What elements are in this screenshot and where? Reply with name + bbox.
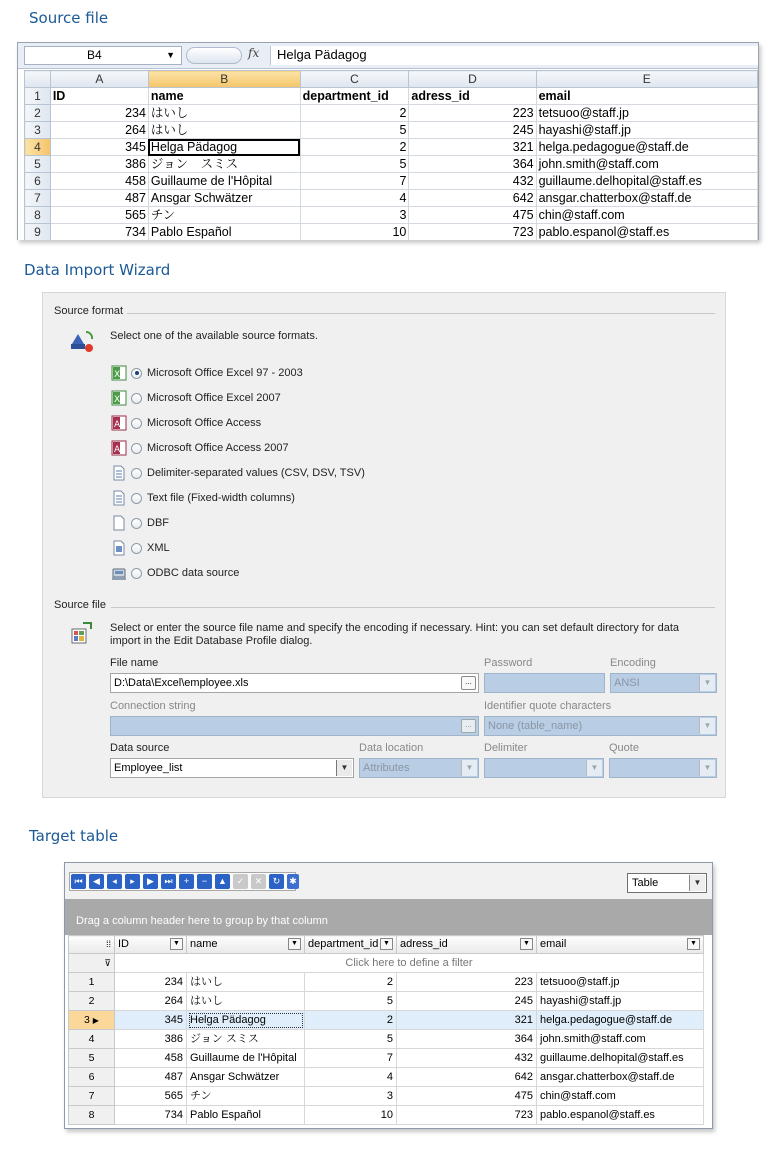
data-location-select[interactable] [359,758,479,778]
format-option-csv[interactable] [111,464,365,482]
cell[interactable]: ジョン スミス [148,156,300,173]
cell[interactable]: 5 [305,1030,397,1049]
cell[interactable]: hayashi@staff.jp [537,992,704,1011]
target-grid [68,935,704,1125]
chevron-down-icon[interactable]: ▼ [699,760,715,776]
cell[interactable]: 10 [300,224,409,241]
cell[interactable]: 364 [409,156,536,173]
format-label: Delimiter-separated values (CSV, DSV, TSV) [147,467,365,479]
text-file-icon [111,465,127,481]
source-format-group-label: Source format [54,305,124,317]
access-icon [111,440,127,456]
cell[interactable]: はいし [187,992,305,1011]
target-table-window [64,862,713,1129]
source-file-icon [69,621,95,647]
blank-file-icon [111,515,127,531]
insert-record-icon[interactable]: + [179,874,194,889]
source-file-group-label: Source file [54,599,106,611]
excel-icon [111,390,127,406]
wizard-heading: Data Import Wizard [24,261,171,279]
row-number[interactable]: 6 [69,1068,115,1087]
cell[interactable]: 5 [300,156,409,173]
access-icon [111,415,127,431]
row-header[interactable]: 8 [25,207,51,224]
data-source-label: Data source [110,742,170,754]
column-header-d[interactable]: D [409,71,536,88]
first-record-icon[interactable]: ⏮ [71,874,86,889]
encoding-value: ANSI [614,677,640,689]
radio-xml[interactable] [131,543,142,554]
prior-record-icon[interactable]: ◂ [107,874,122,889]
cell[interactable]: pablo.espanol@staff.es [536,224,757,241]
navigator-toolbar [65,863,712,899]
column-label: email [540,938,567,950]
cell[interactable]: 3 [300,207,409,224]
format-option-xml[interactable] [111,539,170,557]
cell[interactable]: 565 [115,1087,187,1106]
cell[interactable]: 2 [305,973,397,992]
cell[interactable]: 734 [115,1106,187,1125]
format-option-access-2007[interactable] [111,439,289,457]
radio-csv[interactable] [131,468,142,479]
cell[interactable]: 458 [115,1049,187,1068]
password-input[interactable] [484,673,605,693]
chevron-down-icon[interactable]: ▼ [687,938,700,950]
cell[interactable]: 321 [409,139,536,156]
radio-access-2007[interactable] [131,443,142,454]
encoding-select[interactable] [610,673,717,693]
cell[interactable]: 4 [300,190,409,207]
cell[interactable]: Guillaume de l'Hôpital [187,1049,305,1068]
chevron-down-icon[interactable]: ▼ [699,718,715,734]
table-row [69,1106,704,1125]
format-option-dbf[interactable] [111,514,169,532]
cell[interactable]: はいし [148,105,300,122]
next-record-icon[interactable]: ▸ [125,874,140,889]
cell[interactable]: Pablo Español [187,1106,305,1125]
cell[interactable]: 2 [300,105,409,122]
data-import-wizard [42,292,726,798]
cell[interactable]: ID [50,88,148,105]
cell[interactable]: 7 [305,1049,397,1068]
cell[interactable]: Ansgar Schwätzer [148,190,300,207]
cell[interactable]: 475 [397,1087,537,1106]
cell[interactable]: 734 [50,224,148,241]
chevron-down-icon[interactable]: ▼ [586,760,602,776]
bookmark-icon[interactable]: ✱ [287,874,299,889]
cell[interactable]: 245 [409,122,536,139]
cell[interactable]: 321 [397,1011,537,1030]
svg-text:A: A [114,420,121,430]
file-name-input[interactable] [110,673,479,693]
quote-select[interactable] [609,758,717,778]
table-row [69,1049,704,1068]
delimiter-label: Delimiter [484,742,528,754]
chevron-down-icon[interactable]: ▼ [380,938,393,950]
cell[interactable]: 223 [409,105,536,122]
column-header-name[interactable] [187,936,305,954]
target-table-heading: Target table [29,827,119,845]
select-all-corner[interactable] [25,71,51,88]
column-label: department_id [308,938,379,950]
cell[interactable]: 565 [50,207,148,224]
cell[interactable]: 4 [305,1068,397,1087]
row-header[interactable]: 6 [25,173,51,190]
cell[interactable]: 642 [397,1068,537,1087]
name-box[interactable] [24,46,182,65]
chevron-down-icon[interactable]: ▼ [689,875,705,891]
cell[interactable]: john.smith@staff.com [536,156,757,173]
cell[interactable]: tetsuoo@staff.jp [536,105,757,122]
connection-string-input[interactable] [110,716,479,736]
format-label: Microsoft Office Access 2007 [147,442,289,454]
identifier-quote-label: Identifier quote characters [484,700,612,712]
radio-odbc[interactable] [131,568,142,579]
table-row [69,973,704,992]
cell[interactable]: helga.pedagogue@staff.de [536,139,757,156]
cell[interactable]: 345 [50,139,148,156]
file-name-value: D:\Data\Excel\employee.xls [114,677,249,689]
format-label: Text file (Fixed-width columns) [147,492,295,504]
row-header[interactable]: 5 [25,156,51,173]
delete-record-icon[interactable]: − [197,874,212,889]
data-location-label: Data location [359,742,424,754]
chevron-down-icon[interactable]: ▼ [170,938,183,950]
cell[interactable]: tetsuoo@staff.jp [537,973,704,992]
row-number[interactable]: 7 [69,1087,115,1106]
cell[interactable]: 7 [300,173,409,190]
post-edit-icon[interactable]: ✓ [233,874,248,889]
format-label: ODBC data source [147,567,240,579]
cancel-edit-icon[interactable]: ✕ [251,874,266,889]
cell[interactable]: guillaume.delhopital@staff.es [536,173,757,190]
cell[interactable]: 364 [397,1030,537,1049]
column-label: adress_id [400,938,448,950]
format-option-excel-2007[interactable] [111,389,281,407]
cell[interactable]: 234 [115,973,187,992]
table-row-selected [69,1011,704,1030]
column-label: name [190,938,218,950]
cell[interactable]: chin@staff.com [537,1087,704,1106]
cell[interactable]: 345 [115,1011,187,1030]
spreadsheet-grid [24,70,758,240]
column-header-adress-id[interactable] [397,936,537,954]
cell[interactable]: 5 [305,992,397,1011]
refresh-icon[interactable]: ↻ [269,874,284,889]
cell[interactable]: 264 [50,122,148,139]
chevron-down-icon[interactable]: ▼ [166,50,175,60]
svg-text:X: X [114,395,121,405]
cell[interactable]: 245 [397,992,537,1011]
column-label: ID [118,938,129,950]
radio-dbf[interactable] [131,518,142,529]
connection-string-browse-button[interactable]: ... [461,719,476,733]
row-number[interactable]: 8 [69,1106,115,1125]
source-file-heading: Source file [29,9,109,27]
column-header-department-id[interactable] [305,936,397,954]
format-option-odbc[interactable] [111,564,239,582]
column-header-email[interactable] [537,936,704,954]
row-number[interactable]: 1 [69,973,115,992]
group-divider [111,607,715,608]
row-header[interactable]: 9 [25,224,51,241]
cell[interactable]: チン [148,207,300,224]
cell[interactable]: 723 [409,224,536,241]
cell[interactable]: 10 [305,1106,397,1125]
identifier-quote-value: None (table_name) [488,720,583,732]
table-row [69,1068,704,1087]
cell[interactable]: 487 [115,1068,187,1087]
cell[interactable]: 386 [115,1030,187,1049]
source-file-hint: Select or enter the source file name and specify the encoding if necessary. Hint: you can set default directory for data [110,622,680,634]
excel-window [17,42,759,240]
cell[interactable]: 2 [300,139,409,156]
cell[interactable]: 264 [115,992,187,1011]
table-row [69,1087,704,1106]
current-row-indicator-icon: ▶ [92,1015,99,1025]
formula-expand-button[interactable] [186,47,242,64]
cell[interactable]: 487 [50,190,148,207]
format-label: Microsoft Office Access [147,417,262,429]
data-source-value: Employee_list [114,762,183,774]
view-mode-select[interactable] [627,873,707,893]
cell[interactable]: はいし [148,122,300,139]
encoding-label: Encoding [610,657,656,669]
chevron-down-icon[interactable]: ▼ [520,938,533,950]
format-label: Microsoft Office Excel 2007 [147,392,281,404]
row-header[interactable]: 1 [25,88,51,105]
source-format-hint: Select one of the available source formats. [110,330,318,342]
focused-cell[interactable]: Helga Pädagog [187,1011,305,1030]
column-header-id[interactable] [115,936,187,954]
column-header-c[interactable]: C [300,71,409,88]
cell[interactable]: department_id [300,88,409,105]
text-file-icon [111,490,127,506]
table-row [69,1030,704,1049]
cell[interactable]: adress_id [409,88,536,105]
svg-text:X: X [114,370,121,380]
chevron-down-icon[interactable]: ▼ [288,938,301,950]
radio-excel-2007[interactable] [131,393,142,404]
chevron-down-icon[interactable]: ▼ [461,760,477,776]
data-location-value: Attributes [363,762,410,774]
radio-text-fixed[interactable] [131,493,142,504]
cell[interactable]: 3 [305,1087,397,1106]
cell[interactable]: chin@staff.com [536,207,757,224]
data-source-select[interactable] [110,758,354,778]
fx-icon[interactable]: fx [248,46,260,60]
radio-excel-97[interactable] [131,368,142,379]
filter-icon[interactable]: ⊽ [69,954,115,973]
browse-file-button[interactable]: ... [461,676,476,690]
cell[interactable]: name [148,88,300,105]
format-label: DBF [147,517,169,529]
row-header[interactable]: 2 [25,105,51,122]
source-format-icon [69,328,95,354]
row-number[interactable]: 5 [69,1049,115,1068]
cell[interactable]: 723 [397,1106,537,1125]
file-name-label: File name [110,657,159,669]
cell[interactable]: はいし [187,973,305,992]
group-by-panel[interactable]: Drag a column header here to group by that column [65,899,712,935]
password-label: Password [484,657,533,669]
radio-access[interactable] [131,418,142,429]
prior-page-icon[interactable]: ◀ [89,874,104,889]
connection-string-label: Connection string [110,700,196,712]
cell[interactable]: 458 [50,173,148,190]
cell[interactable]: helga.pedagogue@staff.de [537,1011,704,1030]
formula-input[interactable]: Helga Pädagog [270,46,758,65]
group-divider [127,313,715,314]
cell[interactable]: john.smith@staff.com [537,1030,704,1049]
indicator-header: ⁞⁞ [69,936,115,954]
formula-bar [18,43,759,69]
cell[interactable]: Guillaume de l'Hôpital [148,173,300,190]
column-header-e[interactable]: E [536,71,757,88]
cell[interactable]: チン [187,1087,305,1106]
xml-icon [111,540,127,556]
cell[interactable]: 642 [409,190,536,207]
cell[interactable]: Pablo Español [148,224,300,241]
cell[interactable]: pablo.espanol@staff.es [537,1106,704,1125]
row-header[interactable]: 7 [25,190,51,207]
column-header-b[interactable]: B [148,71,300,88]
format-option-access[interactable] [111,414,261,432]
row-header[interactable]: 3 [25,122,51,139]
chevron-down-icon[interactable]: ▼ [336,760,352,776]
format-option-excel-97[interactable] [111,364,303,382]
format-label: XML [147,542,170,554]
cell[interactable]: hayashi@staff.jp [536,122,757,139]
cell[interactable]: 223 [397,973,537,992]
chevron-down-icon[interactable]: ▼ [699,675,715,691]
active-cell[interactable]: Helga Pädagog [148,139,300,156]
row-number-value: 3 [84,1013,90,1026]
row-number[interactable]: 2 [69,992,115,1011]
format-option-text-fixed[interactable] [111,489,295,507]
cell[interactable]: Ansgar Schwätzer [187,1068,305,1087]
cell[interactable]: 475 [409,207,536,224]
cell[interactable]: email [536,88,757,105]
cell[interactable]: 432 [397,1049,537,1068]
cell[interactable]: 5 [300,122,409,139]
view-mode-value: Table [632,877,659,889]
name-box-value: B4 [87,48,102,62]
identifier-quote-select[interactable] [484,716,717,736]
column-header-a[interactable]: A [50,71,148,88]
odbc-icon [111,565,127,581]
last-record-icon[interactable]: ⏭ [161,874,176,889]
filter-row[interactable]: Click here to define a filter [115,954,704,973]
source-file-hint-line2: import in the Edit Database Profile dialog. [110,635,313,647]
row-number[interactable]: 4 [69,1030,115,1049]
cell[interactable]: ansgar.chatterbox@staff.de [536,190,757,207]
cell[interactable]: guillaume.delhopital@staff.es [537,1049,704,1068]
next-page-icon[interactable]: ▶ [143,874,158,889]
cell[interactable]: 432 [409,173,536,190]
delimiter-select[interactable] [484,758,604,778]
edit-record-icon[interactable]: ▲ [215,874,230,889]
format-label: Microsoft Office Excel 97 - 2003 [147,367,303,379]
excel-icon [111,365,127,381]
svg-text:A: A [114,445,121,455]
row-number[interactable] [69,1011,115,1030]
cell[interactable]: 2 [305,1011,397,1030]
cell[interactable]: ジョン スミス [187,1030,305,1049]
row-header[interactable]: 4 [25,139,51,156]
table-row [69,992,704,1011]
cell[interactable]: 386 [50,156,148,173]
quote-label: Quote [609,742,639,754]
cell[interactable]: ansgar.chatterbox@staff.de [537,1068,704,1087]
cell[interactable]: 234 [50,105,148,122]
